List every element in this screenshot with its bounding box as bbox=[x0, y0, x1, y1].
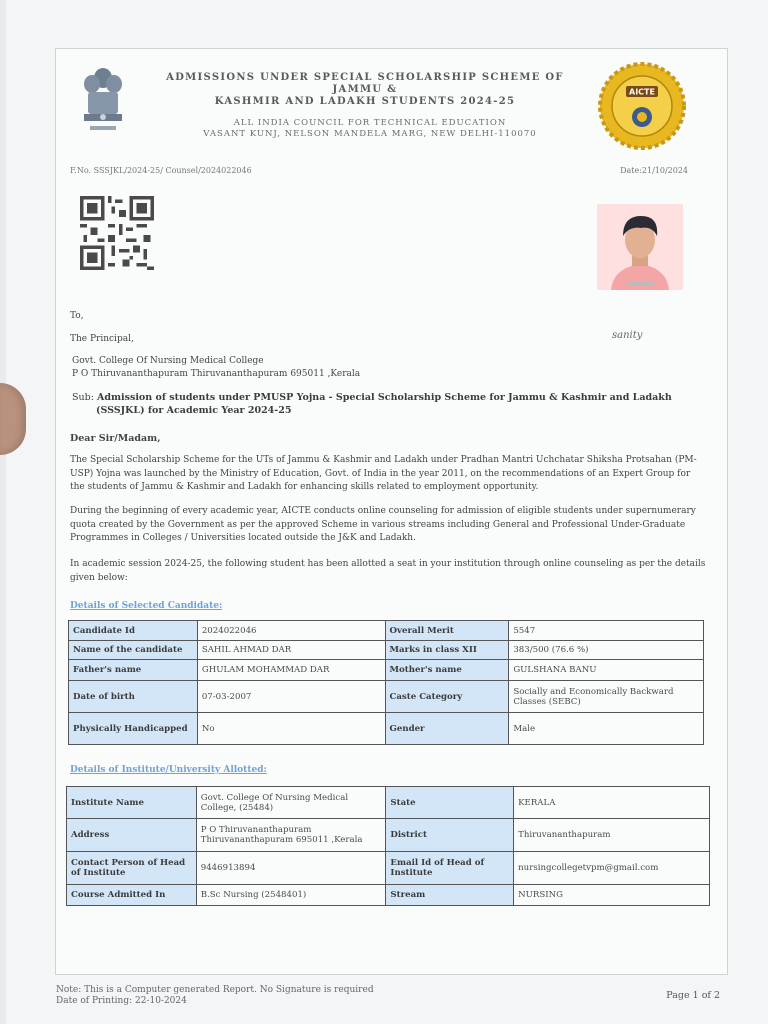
table-cell: Name of the candidate bbox=[69, 641, 198, 660]
table-cell: Father's name bbox=[69, 660, 198, 681]
to-label: To, bbox=[70, 311, 84, 321]
table-cell: Email Id of Head of Institute bbox=[386, 852, 514, 885]
table-cell: 9446913894 bbox=[196, 852, 386, 885]
table-cell: GHULAM MOHAMMAD DAR bbox=[197, 660, 385, 681]
table-cell: Govt. College Of Nursing Medical College, (25484) bbox=[196, 787, 386, 819]
council-line-2: VASANT KUNJ, NELSON MANDELA MARG, NEW DELHI-110070 bbox=[203, 129, 537, 139]
table-cell: Address bbox=[67, 819, 197, 852]
table-cell: Mother's name bbox=[385, 660, 509, 681]
table-cell: Date of birth bbox=[69, 681, 198, 713]
footer-note bbox=[56, 985, 374, 1007]
table-cell: Thiruvananthapuram bbox=[514, 819, 710, 852]
signature: sanity bbox=[612, 330, 643, 341]
recipient-college: Govt. College Of Nursing Medical College bbox=[72, 356, 264, 366]
table-cell: Caste Category bbox=[385, 681, 509, 713]
council-line-1: ALL INDIA COUNCIL FOR TECHNICAL EDUCATION bbox=[233, 118, 507, 128]
paragraph-2: During the beginning of every academic year, AICTE conducts online counseling for admission of eligible students under supernumerary quota created by the Government as per the approved Scheme in various streams including General and Professional Under-Graduate Programmes in Colleges / Universities located outside the J&K and Ladakh. bbox=[70, 506, 696, 543]
letter-title bbox=[145, 72, 585, 108]
title-line-2: KASHMIR AND LADAKH STUDENTS 2024-25 bbox=[214, 96, 516, 107]
subject-prefix: Sub: bbox=[72, 392, 94, 403]
table-cell: 383/500 (76.6 %) bbox=[509, 641, 704, 660]
candidate-heading: Details of Selected Candidate: bbox=[70, 601, 223, 611]
table-cell: 07-03-2007 bbox=[197, 681, 385, 713]
recipient-location: P O Thiruvananthapuram Thiruvananthapuram 695011 ,Kerala bbox=[72, 369, 361, 379]
table-row bbox=[67, 819, 710, 852]
table-row bbox=[69, 621, 704, 641]
table-cell: NURSING bbox=[514, 885, 710, 906]
table-row bbox=[67, 852, 710, 885]
table-cell: GULSHANA BANU bbox=[509, 660, 704, 681]
table-cell: State bbox=[386, 787, 514, 819]
table-cell: Socially and Economically Backward Classes (SEBC) bbox=[509, 681, 704, 713]
computer-generated-note: Note: This is a Computer generated Report. No Signature is required bbox=[56, 985, 374, 995]
table-cell: 2024022046 bbox=[197, 621, 385, 641]
table-cell: Candidate Id bbox=[69, 621, 198, 641]
subject-line-1: Admission of students under PMUSP Yojna - Special Scholarship Scheme for Jammu & Kashmir and Ladakh bbox=[96, 392, 672, 403]
title-line-1: ADMISSIONS UNDER SPECIAL SCHOLARSHIP SCHEME OF JAMMU & bbox=[166, 72, 564, 95]
table-cell: KERALA bbox=[514, 787, 710, 819]
candidate-table bbox=[68, 620, 704, 745]
reference-number: F.No. SSSJKL/2024-25/ Counsel/2024022046 bbox=[70, 166, 252, 175]
salutation: Dear Sir/Madam, bbox=[70, 433, 161, 444]
table-row bbox=[69, 681, 704, 713]
table-cell: Gender bbox=[385, 713, 509, 745]
table-cell: SAHIL AHMAD DAR bbox=[197, 641, 385, 660]
page-number: Page 1 of 2 bbox=[666, 990, 720, 1001]
table-cell: nursingcollegetvpm@gmail.com bbox=[514, 852, 710, 885]
table-row bbox=[69, 713, 704, 745]
subject-line-2: (SSSJKL) for Academic Year 2024-25 bbox=[96, 405, 292, 416]
table-cell: Marks in class XII bbox=[385, 641, 509, 660]
table-cell: P O Thiruvananthapuram Thiruvananthapuram 695011 ,Kerala bbox=[196, 819, 386, 852]
institute-table bbox=[66, 786, 710, 906]
aicte-seal-icon bbox=[598, 62, 686, 150]
table-cell: Institute Name bbox=[67, 787, 197, 819]
table-row bbox=[69, 660, 704, 681]
table-cell: B.Sc Nursing (2548401) bbox=[196, 885, 386, 906]
printing-date: Date of Printing: 22-10-2024 bbox=[56, 996, 187, 1006]
table-cell: No bbox=[197, 713, 385, 745]
table-cell: District bbox=[386, 819, 514, 852]
table-row bbox=[67, 787, 710, 819]
candidate-photo bbox=[597, 204, 683, 290]
table-cell: 5547 bbox=[509, 621, 704, 641]
table-cell: Overall Merit bbox=[385, 621, 509, 641]
recipient-title: The Principal, bbox=[70, 334, 134, 344]
paragraph-3: In academic session 2024-25, the following student has been allotted a seat in your institution through online counseling as per the details given below: bbox=[70, 559, 706, 583]
institute-heading: Details of Institute/University Allotted: bbox=[70, 765, 267, 775]
state-emblem-icon bbox=[78, 64, 128, 144]
subject bbox=[72, 391, 702, 417]
seal-text: AICTE bbox=[629, 87, 655, 97]
council-address bbox=[170, 118, 570, 140]
letter-date: Date:21/10/2024 bbox=[620, 166, 688, 175]
table-cell: Course Admitted In bbox=[67, 885, 197, 906]
table-cell: Male bbox=[509, 713, 704, 745]
paragraph-1: The Special Scholarship Scheme for the UTs of Jammu & Kashmir and Ladakh under Pradhan Mantri Uchchatar Shiksha Protsahan (PM-USP) Yojna was launched by the Ministry of Education, Govt. of India in the year 2011, on the recommendations of an Expert Group for the students of Jammu & Kashmir and Ladakh for enhancing skills related to employment opportunity. bbox=[70, 455, 697, 492]
table-row bbox=[67, 885, 710, 906]
table-cell: Contact Person of Head of Institute bbox=[67, 852, 197, 885]
table-row bbox=[69, 641, 704, 660]
qr-code-icon bbox=[78, 196, 156, 270]
table-cell: Physically Handicapped bbox=[69, 713, 198, 745]
table-cell: Stream bbox=[386, 885, 514, 906]
